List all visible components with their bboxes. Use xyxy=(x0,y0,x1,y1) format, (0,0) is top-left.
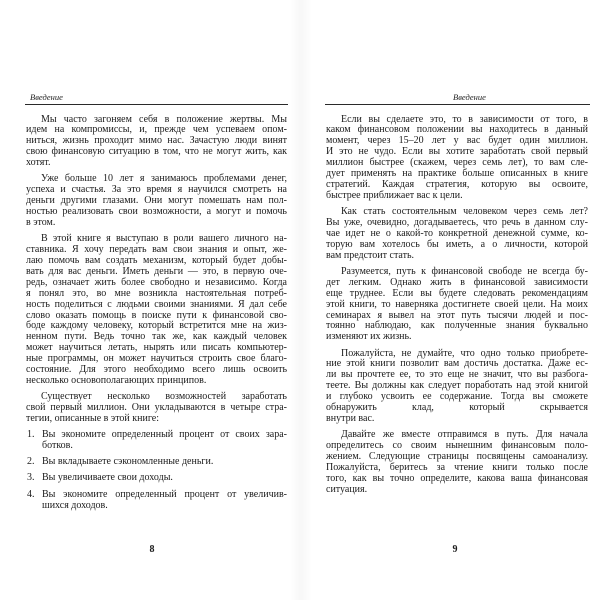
text-line: обнаружить клад, который скрывается xyxy=(326,402,588,414)
list-item xyxy=(26,473,287,484)
text-line: ность поделиться с людьми своими знаниями. Я дал себе xyxy=(26,298,287,310)
text-line: того, как вы точно определите, какова ваша финансовая xyxy=(326,472,588,484)
list-item xyxy=(26,430,287,452)
text-line: Разумеется, путь к финансовой свободе не всегда бу- xyxy=(341,265,588,277)
text-line: идем на компромиссы, и, прежде чем успеваем опом- xyxy=(26,124,287,136)
list-number: 1. xyxy=(27,429,35,441)
page-number: 9 xyxy=(452,544,458,555)
text-line: деньги другими глазами. Они могут помешать нам пол- xyxy=(26,195,287,207)
paragraph xyxy=(326,430,588,495)
text-line: ставника. Я хочу передать вам свои знания и опыт, же- xyxy=(26,244,287,256)
paragraph xyxy=(26,115,287,170)
running-head: Введение xyxy=(30,92,63,102)
text-line: тоянно наблюдаю, как полученные знания буквально xyxy=(326,320,588,332)
text-line: момент, через 15–20 лет у вас будет один миллион. xyxy=(326,135,588,147)
page-gutter xyxy=(290,0,312,600)
text-line: и глубоко усвоить ее содержание. Тогда вы сможете xyxy=(326,391,588,403)
text-line: Мы часто загоняем себя в положение жертвы. Мы xyxy=(41,113,287,125)
text-line: Как стать состоятельным человеком через семь лет? xyxy=(341,206,588,218)
text-line: вать для вас деньги. Иметь деньги — это, в первую оче- xyxy=(26,265,287,277)
list-item-line: Вы увеличиваете свои доходы. xyxy=(42,472,173,484)
text-line: дует применять на практике больше описанных в книге xyxy=(326,168,588,180)
text-line: изменяют их жизнь. xyxy=(326,331,412,343)
text-line: ситуация. xyxy=(326,483,368,495)
text-line: чае идет не о какой-то конкретной денежной сумме, ко- xyxy=(326,227,588,239)
text-line: миллион быстрее (скажем, через семь лет), то вам сле- xyxy=(326,157,588,169)
text-line: теете. Вы должны как следует поработать над этой книгой xyxy=(326,380,588,392)
text-line: Давайте же вместе отправимся в путь. Для начала xyxy=(341,429,588,441)
text-line: свою финансовую ситуацию в том, что не могут жить, как xyxy=(26,146,287,158)
page-body xyxy=(326,115,588,496)
header-rule xyxy=(325,104,590,105)
text-line: В этой книге я выступаю в роли вашего личного на- xyxy=(41,233,287,245)
paragraph xyxy=(26,392,287,425)
page-body xyxy=(26,115,287,512)
paragraph xyxy=(326,207,588,262)
list-number: 3. xyxy=(27,472,35,484)
text-line: лаю помочь вам создать механизм, который будет добы- xyxy=(26,254,287,266)
running-head: Введение xyxy=(453,92,486,102)
text-line: в этом. xyxy=(26,216,56,228)
text-line: вам предстоит стать. xyxy=(326,249,415,261)
text-line: торую вам хотелось бы иметь, а о личности, которой xyxy=(326,238,588,250)
text-line: слово оказать помощь в поиске пути к финансовой сво- xyxy=(26,309,287,321)
text-line: ниться, жизнь проходит мимо нас. Зачастую люди винят xyxy=(26,135,287,147)
list-item-line: Вы вкладываете сэкономленные деньги. xyxy=(42,456,214,468)
text-line: И это не чудо. Если вы хотите заработать свой первый xyxy=(326,146,588,158)
paragraph xyxy=(326,115,588,202)
text-line: Если вы сделаете это, то в зависимости от того, в xyxy=(341,113,588,125)
text-line: успеха и счастья. За это время я научился смотреть на xyxy=(26,184,287,196)
list-item-line: ботков. xyxy=(42,440,73,452)
text-line: несколько основополагающих принципов. xyxy=(26,374,207,386)
text-line: каком финансовом положении вы находитесь в данный xyxy=(326,124,588,136)
text-line: хотят. xyxy=(26,157,51,169)
text-line: этой книги, то наверняка достигнете своей цели. На моих xyxy=(326,298,588,310)
text-line: Существует несколько возможностей заработать xyxy=(41,391,287,403)
header-rule xyxy=(25,104,288,105)
text-line: свой первый миллион. Они укладываются в четыре стра- xyxy=(26,402,287,414)
paragraph xyxy=(26,174,287,229)
text-line: Уже больше 10 лет я занимаюсь проблемами денег, xyxy=(41,173,287,185)
paragraph xyxy=(326,267,588,343)
text-line: я понял это, во мне возникла настоятельная потреб- xyxy=(26,287,287,299)
text-line: ли вы прочтете ее, то это еще не значит, что вы разбога- xyxy=(326,369,588,381)
list-item xyxy=(26,457,287,468)
list-number: 4. xyxy=(27,488,35,500)
list-item-line: Вы экономите определенный процент от своих зара- xyxy=(42,429,287,441)
list-item-line: шихся доходов. xyxy=(42,499,108,511)
text-line: определитесь со своим нынешним финансовым поло- xyxy=(326,440,588,452)
list-item xyxy=(26,490,287,512)
text-line: Пожалуйста, беритесь за чтение книги только после xyxy=(326,461,588,473)
page-number: 8 xyxy=(149,544,155,555)
text-line: ностью реализовать свои возможности, а могут и помочь xyxy=(26,206,287,218)
text-line: редь, означает жить более свободно и независимо. Когда xyxy=(26,276,287,288)
text-line: состояние. Для этого необходимо всего лишь освоить xyxy=(26,364,287,376)
text-line: семинарах я вывел на этот путь тысячи людей и пос- xyxy=(326,309,588,321)
list-number: 2. xyxy=(27,456,35,468)
text-line: быстрее приближает вас к цели. xyxy=(326,189,463,201)
paragraph xyxy=(326,349,588,425)
text-line: стратегий. Каждая стратегия, которую вы освоите, xyxy=(326,178,588,190)
text-line: тегии, описанные в этой книге: xyxy=(26,412,160,424)
text-line: Пожалуйста, не думайте, что одно только приобрете- xyxy=(341,347,588,359)
text-line: ненном пути. Ведь точно так же, как каждый человек xyxy=(26,331,287,343)
text-line: жением. Следующие страницы посвящены самоанализу. xyxy=(326,450,588,462)
text-line: может научиться летать, нырять или писать компьютер- xyxy=(26,342,287,354)
list-item-line: Вы экономите определенный процент от увеличив- xyxy=(42,488,287,500)
text-line: Вы уже, очевидно, догадываетесь, что речь в данном слу- xyxy=(326,216,588,228)
text-line: ние этой книги позволит вам достичь достатка. Даже ес- xyxy=(326,358,588,370)
text-line: дет легким. Однако жить в финансовой зависимости xyxy=(326,276,588,288)
text-line: ные программы, он может научиться строить свое благо- xyxy=(26,353,287,365)
text-line: внутри вас. xyxy=(326,412,375,424)
text-line: еще труднее. Если вы будете следовать рекомендациям xyxy=(326,287,588,299)
text-line: боде каждому человеку, который встретится мне на жиз- xyxy=(26,320,287,332)
paragraph xyxy=(26,234,287,387)
numbered-list xyxy=(26,430,287,511)
